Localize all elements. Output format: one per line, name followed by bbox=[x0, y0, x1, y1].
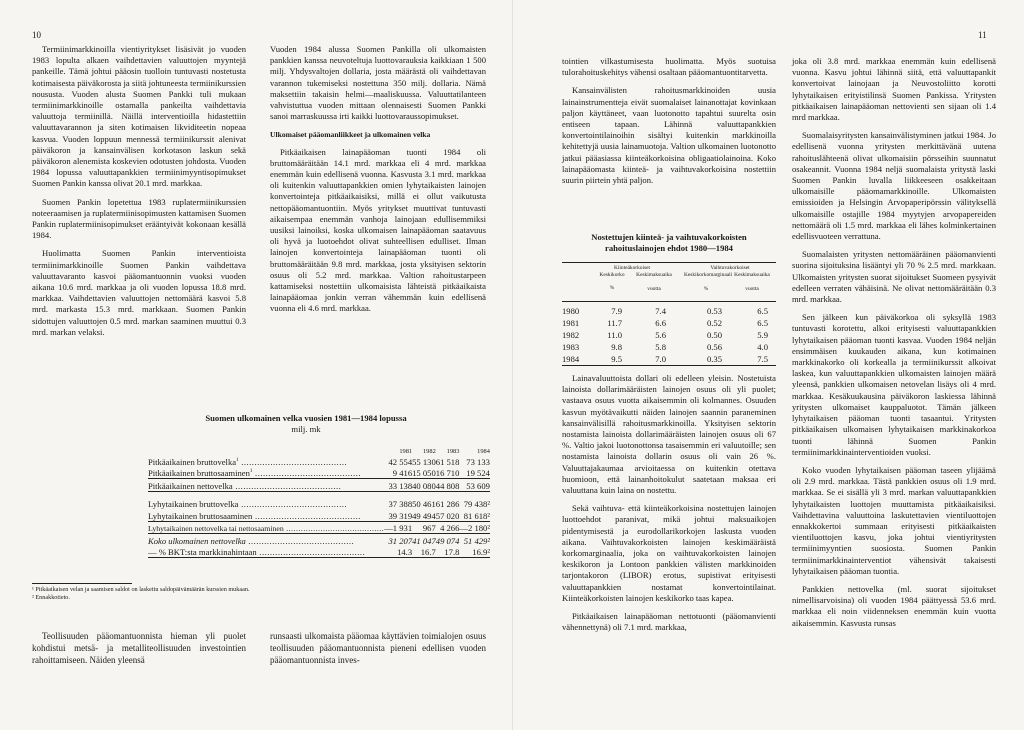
table-cell: 49 074 bbox=[435, 535, 460, 546]
table-cell: 40 080 bbox=[412, 480, 436, 491]
table-row bbox=[562, 353, 776, 366]
table-row bbox=[148, 546, 490, 558]
loan-terms-table bbox=[562, 232, 776, 366]
paragraph: Lainavaluuttoista dollari oli edelleen yleisin. Nostetuista lainoista dollarimääräisten lainojen osuus oli yli puolet; vastaava osuus vuotta aikaisemmin oli kolmannes. Osuuden kasvun myötävaikutti näiden lainojen saannin paraneminen kansainvälisillä rahoitusmarkkinoilla. Yksityisen sektorin nostamista lainoista dollarimääräisten lainojen osuus oli 67 %. Valtio jakoi luotonottonsa tasaisemmin eri valuutoille; sen nostamista lainoista dollarin osuus oli vain 26 %. Valuuttajakaumaa arvioitaessa on kuitenkin otettava huomioon, että lainanhoitokulut saatetaan maksaa eri valuuttana kuin laina on nostettu. bbox=[562, 373, 776, 496]
paragraph: Suomalaisten yritysten nettomääräinen pääomanvienti suorina sijoituksina lisääntyi yli 70 % 2.5 mrd. markkaan. Ulkomaisten yritysten suorat sijoitukset Suomeen pysyivät edelleen verraten vähäisinä. Ne olivat nettomääräitään 0.3 mrd. markkaa. bbox=[792, 249, 996, 305]
row-label: — % BKT:sta markkinahintaan bbox=[148, 547, 257, 557]
table-cell: 81 618² bbox=[459, 509, 490, 521]
row-label: Pitkäaikainen bruttovelka bbox=[148, 456, 237, 467]
table-cell: —2 180² bbox=[459, 523, 490, 533]
year-cell: 1983 bbox=[562, 342, 580, 352]
page-number-right: 11 bbox=[978, 30, 987, 40]
paragraph: Vuoden 1984 alussa Suomen Pankilla oli ulkomaisten pankkien kanssa neuvoteltuja luottovarauksia kaikkiaan 1 500 milj. Yhdysvaltojen dollaria, josta määrästä oli vaihdettavan varannon tukemiseksi nostettuna 350 milj. dollaria. Nämä maksettiin takaisin helmi—maaliskuussa. Valuuttatilanteen vahvistuttua vuoden mittaan olennaisesti Suomen Pankki sanoi marraskuussa irti kaikki luottovaraussopimukset. bbox=[270, 44, 486, 122]
column-header: Keskikorkomarginaali bbox=[684, 272, 733, 278]
table-cell: 0.50 bbox=[706, 330, 722, 340]
paragraph: Huolimatta Suomen Pankin interventioista termiinimarkkinoille Suomen Pankin vaihdettava valuuttavaranto kasvoi pääomantuonnin vuoksi vuoden aikana 10.6 mrd. markkaa ja oli vuoden lopussa 18.8 mrd. markkaa. Vaihdettavien valuuttojen nettomäärä kasvoi 5.8 mrd. markasta 15.3 mrd. markkaan. Suomen Pankin sidottujen valuuttojen 0.5 mrd. markan saaminen muuttui 0.3 mrd. markan velaksi. bbox=[32, 248, 246, 337]
table-title: Nostettujen kiinteä- ja vaihtuvakorkoisten rahoituslainojen ehdot 1980—1984 bbox=[591, 232, 747, 253]
table-cell: 7.0 bbox=[655, 354, 666, 364]
paragraph: Teollisuuden pääomantuonnista hieman yli puolet kohdistui metsä- ja metalliteollisuuden investointien rahoittamiseen. Näiden yleensä bbox=[32, 631, 246, 666]
foreign-debt-table bbox=[148, 413, 490, 558]
right-column-2 bbox=[792, 56, 996, 636]
page-number-left: 10 bbox=[32, 30, 41, 40]
column-unit: vuotta bbox=[647, 286, 661, 292]
table-cell: 57 020 bbox=[435, 510, 460, 521]
paragraph: Sen jälkeen kun päiväkorkoa oli syksyllä 1983 tuntuvasti korotettu, alkoi erityisesti valuuttapankkien lyhytaikaisen pääoman tuonti kasvaa. Vuoden 1984 neljän ensimmäisen kuukauden aikana, kun kotimainen markkinakorko oli korkealla ja termiinikurssit alkoivat laskea, kun valuuttapankkien ulkomaisten lainojen määrä yleensä, pankkien ulkomaisen netovelan lisäys oli 4 mrd. markkaa. Kesäkuukausina päiväkoron laskiessa lähinnä yritysten ulkomaiset kauppaluotot. Tämän jälkeen lyhytaikaisen pääoman tuonti tasaantui. Yritysten pitkäaikaisen ulkomaisen lyhytaikaisen markkinakorkoa tuonti lähinnä Suomen Pankin termiinimarkkinainterventioiden vuoksi. bbox=[792, 312, 996, 457]
table-header-row bbox=[148, 441, 490, 455]
row-label: Lyhytaikainen bruttosaaminen bbox=[148, 510, 253, 521]
year-cell: 1981 bbox=[562, 318, 580, 328]
left-bottom-column-1 bbox=[32, 630, 246, 674]
row-label: Lyhytaikainen nettovelka tai nettosaaminen bbox=[148, 524, 284, 533]
table-row bbox=[562, 341, 776, 353]
page-gutter bbox=[512, 0, 513, 730]
table-row bbox=[148, 521, 490, 534]
table-row bbox=[148, 534, 490, 546]
table-row bbox=[148, 498, 490, 510]
paragraph: Pitkäaikaisen lainapääoman nettotuonti (pääomanvienti vähennettynä) oli 7.1 mrd. markkaa, bbox=[562, 611, 776, 633]
table-cell: 7.5 bbox=[757, 354, 768, 364]
row-label: Pitkäaikainen bruttosaaminen bbox=[148, 468, 250, 478]
table-cell: 9.8 bbox=[611, 342, 622, 352]
table-cell: 39 319 bbox=[384, 509, 412, 521]
table-cell: 14.3 bbox=[384, 546, 412, 558]
table-cell: 0.56 bbox=[706, 342, 722, 352]
table-cell: 11.0 bbox=[607, 330, 622, 340]
table-cell: 19 524 bbox=[459, 467, 490, 479]
table-header bbox=[562, 262, 776, 302]
year-header: 1982 bbox=[422, 448, 436, 455]
table-cell: 31 207 bbox=[388, 535, 413, 546]
table-cell: 44 808 bbox=[435, 480, 460, 491]
table-cell: 50 461 bbox=[412, 499, 436, 509]
section-heading: Ulkomaiset pääomanliikkeet ja ulkomainen velka bbox=[270, 130, 431, 140]
row-label: Lyhytaikainen bruttovelka bbox=[148, 499, 239, 509]
table-cell: 967 bbox=[412, 521, 436, 534]
table-cell: 17.8 bbox=[436, 546, 460, 558]
column-unit: % bbox=[609, 285, 615, 291]
table-cell: 79 438² bbox=[463, 499, 490, 509]
table-cell: 0.35 bbox=[706, 354, 722, 364]
table-cell: 11.7 bbox=[607, 318, 622, 328]
table-cell: 4 266 bbox=[436, 521, 460, 534]
table-cell: 6.5 bbox=[757, 318, 768, 328]
table-row bbox=[562, 329, 776, 341]
table-cell: 0.52 bbox=[706, 318, 722, 328]
table-cell: 16.9² bbox=[459, 546, 490, 558]
table-cell: 9.5 bbox=[611, 354, 622, 364]
paragraph: joka oli 3.8 mrd. markkaa enemmän kuin edellisenä vuonna. Kasvu johtui lähinnä siitä, että valuuttapankit konvertoivat lainojaan ja Neuvostoliitto korotti lyhytaikaisen erityistilinsä Suomen Pankissa. Yritysten pitkäaikaisen lainapääoman nettovienti sen sijaan oli 1.4 mrd markkaa. bbox=[792, 56, 996, 123]
table-cell: 7.4 bbox=[655, 306, 666, 316]
table-cell: 16 710 bbox=[435, 468, 460, 478]
footnote-mark: 1 bbox=[249, 469, 253, 475]
table-cell: 49 494 bbox=[412, 510, 436, 521]
table-cell: 15 050 bbox=[412, 468, 436, 478]
paragraph: runsaasti ulkomaista pääomaa käyttävien toimialojen osuus teollisuuden pääomantuonnista pieneni edellisen vuoden pääomantuonnista inves- bbox=[270, 631, 486, 666]
footnote: ¹ Pitkäaikaisen velan ja saamisen saldot on laskettu saldopäivämäärän kurssien mukaan. bbox=[32, 586, 250, 593]
left-bottom-column-2 bbox=[270, 630, 486, 674]
paragraph: tointien vilkastumisesta huolimatta. Myös suotuisa tulorahoituskehitys vähensi osaltaan pääomantuontitarvetta. bbox=[562, 56, 776, 78]
table-row bbox=[562, 305, 776, 317]
table-cell: 51 429² bbox=[463, 535, 490, 546]
year-header: 1984 bbox=[477, 448, 490, 455]
left-column-2 bbox=[270, 44, 486, 322]
column-header: Keskikorko bbox=[599, 272, 625, 278]
paragraph: Kansainvälisten rahoitusmarkkinoiden uusia lainainstrumentteja eivät suomalaiset lainanottajat kovinkaan paljon käyttäneet, vaan luotonotto tapahtui suurelta osin entiseen tapaan. Lähinnä valuuttapankkien konvertointilainoihin sisältyi kuitenkin markkinoilla kehitettyjä uusia lainamuotoja. Valtion ulkomainen luotonotto jatkui pääasiassa kiinteäkorkoisina obligaatiolainoina. Koko lainapääomasta kiinteä- ja vaihtuvakorkoisina nostettiin suurin piirtein yhtä paljon. bbox=[562, 85, 776, 186]
table-row bbox=[148, 479, 490, 492]
group-header: Vaihtuvakorkoiset bbox=[710, 265, 750, 271]
table-unit: milj. mk bbox=[291, 424, 321, 434]
right-column-1-bottom bbox=[562, 373, 776, 640]
table-row bbox=[562, 317, 776, 329]
paragraph: Suomalaisyritysten kansainvälistyminen jatkui 1984. Jo edellisenä vuonna yritysten merkittävänä uutena rahoituslähteenä olivat ulkomaisiin pörsseihin suunnatut osakeannit. Vuonna 1984 neljä suomalaista yritystä laski Suomen Pankin luvalla liikkeeseen osakkeitaan ulkomaisille pääomamarkkinoille. Ulkomaisten emissioiden ja Helsingin Arvopaperipörssin välityksellä ulkomaisille ostajille 1984 myytyjen arvopapereiden nettomäärä oli 1.5 mrd. markkaa eli lähes kolminkertainen edellisvuoteen verrattuna. bbox=[792, 130, 996, 242]
table-cell: 53 609 bbox=[459, 479, 490, 492]
footnote-mark: 1 bbox=[236, 457, 239, 463]
group-header: Kiinteäkorkoiset bbox=[614, 265, 650, 271]
year-header: 1983 bbox=[446, 448, 460, 455]
paragraph: Termiinimarkkinoilla vientiyritykset lisäsivät jo vuoden 1983 lopulta alkaen vaihdettavien valuuttojen myyntejä pankeille. Tämä johtui pääosin tuolloin tuntuvasti nostetusta kotimaisesta päiväkorosta ja siitä johtuneesta termiinikurssien noususta. Vuoden alusta Suomen Pankki tuli mukaan termiinimarkkinoille ostamalla pankeilta vaihdettavia valuuttoja termiinillä. Näillä interventioilla hidastettiin valuuttavarannon ja siten kotimaisen likviditeetin nopeaa kasvua. Vuoden loppuun mennessä termiinikurssit alenivat päiväkoron ja kansainvälisen korkotason laskun sekä päiväkoron alenemista koskevien odotusten johdosta. Vuoden 1984 lopussa valuuttapankkien termiinimyyntisopimukset Suomen Pankin kanssa olivat 20.1 mrd. markkaa. bbox=[32, 44, 246, 189]
row-label: Koko ulkomainen nettovelka bbox=[148, 535, 246, 546]
year-cell: 1982 bbox=[562, 330, 580, 340]
table-footnotes bbox=[32, 583, 250, 602]
table-cell: 5.8 bbox=[655, 342, 666, 352]
right-column-1-top bbox=[562, 56, 776, 193]
table-row bbox=[148, 455, 490, 467]
table-cell: 61 518 bbox=[435, 456, 460, 467]
table-cell: 9 416 bbox=[384, 467, 412, 479]
paragraph: Suomen Pankin lopetettua 1983 ruplatermiinikurssien noteeraamisen ja ruplatermiinisopimusten kattamisen Suomen Pankin ruplatermiinisopimukset erääntyivät kokonaan kesällä 1984. bbox=[32, 196, 246, 241]
table-row bbox=[148, 509, 490, 521]
table-cell: 61 286 bbox=[435, 499, 460, 509]
table-title: Suomen ulkomainen velka vuosien 1981—1984 lopussa bbox=[205, 413, 407, 423]
column-header: Keskimaksuaika bbox=[636, 272, 672, 278]
table-cell: 16.7 bbox=[412, 546, 436, 558]
table-cell: 55 130 bbox=[412, 456, 436, 467]
row-label: Pitkäaikainen nettovelka bbox=[148, 480, 233, 491]
table-cell: 6.6 bbox=[655, 318, 666, 328]
column-unit: vuotta bbox=[745, 286, 759, 292]
paragraph: Sekä vaihtuva- että kiinteäkorkoisina nostettujen lainojen luottoehdot paranivat, mikä johtui maksuaikojen pidentymisestä ja eurodollarikorkojen laskusta vuoden aikana. Vaihtuvakorkoisten lainojen keskimääräistä korkomarginaalia, joka on vaihtuvakorkoisten lainojen keskikoron ja Lontoon pankkien välisten markkinoiden tarjontakoron (LIBOR) erotus, supistivat erityisesti valuuttapankkien nostamat konvertointilainat. Kiinteäkorkoisten lainojen keskikorko taas kapea. bbox=[562, 503, 776, 603]
table-row bbox=[148, 467, 490, 479]
table-cell: —1 931 bbox=[384, 523, 413, 533]
table-cell: 5.6 bbox=[655, 330, 666, 340]
table-cell: 42 554 bbox=[388, 456, 413, 467]
table-cell: 0.53 bbox=[706, 306, 722, 316]
table-cell: 5.9 bbox=[757, 330, 768, 340]
year-cell: 1984 bbox=[562, 354, 580, 364]
paragraph: Koko vuoden lyhytaikaisen pääoman taseen ylijäämä oli 2.9 mrd. markkaa. Tästä pankkien osuus oli 1.9 mrd. markkaa. Se ei sisällä yli 3 mrd. markan valuuttapankkien lyhytaikaisten luottojen muuttamista pitkäaikaisiksi. Vaihdettavina valuuttoina laskutettavien vientiluottojen ennakkokertoi summaan erityisesti pitkäaikaisten vientiluottojen kasvu, joka johtui vientiyritysten termiinimyyntien suosiosta. Suomen Pankin termiinimarkkinainterventiot vähensivät takaisesti lyhytaikaisen pääoman tuontia. bbox=[792, 464, 996, 576]
footnote: ² Ennakkotieto. bbox=[32, 594, 70, 601]
column-header: Keskimaksuaika bbox=[734, 272, 770, 278]
table-cell: 41 047 bbox=[412, 535, 436, 546]
table-cell: 33 138 bbox=[384, 479, 412, 492]
table-cell: 6.5 bbox=[757, 306, 768, 316]
table-cell: 7.9 bbox=[611, 306, 622, 316]
year-cell: 1980 bbox=[562, 306, 580, 316]
paragraph: Pankkien nettovelka (ml. suorat sijoitukset nimellisarvoisina) oli vuoden 1984 päättyessä 53.6 mrd. markkaa eli noin viidenneksen enemmän kuin vuotta aikaisemmin. Kasvusta runsas bbox=[792, 583, 996, 628]
table-cell: 4.0 bbox=[757, 342, 768, 352]
column-unit: % bbox=[703, 286, 709, 292]
table-cell: 73 133 bbox=[466, 456, 490, 467]
paragraph: Pitkäaikaisen lainapääoman tuonti 1984 oli bruttomääräitään 14.1 mrd. markkaa eli 4 mrd. markkaa enemmän kuin edellisenä vuonna. Kasvusta 3.1 mrd. markkaa oli kuitenkin valuuttapankkien omien lyhytaikaisten lainojen konvertointeja pitkäaikaisiksi, millä ei ollut vaikutusta nettopääomantuontiin. Myös yritykset muuttivat tuntuvasti aikaisempaa enemmän vanhoja lainojaan edullisemmiksi uusiksi lainoiksi, koska ulkomaisen lainapääoman saatavuus oli hyvä ja luotoehdot olivat suhteellisen edulliset. Ilman lainojen konvertointeja lainapääoman tuonti oli bruttomääräitään 9.8 mrd. markkaa, josta yksityisen sektorin osuus oli 5.2 mrd. markkaa. Valtion rahoitustarpeen kattamiseksi nostettiin ulkomaisista lähteistä pitkäaikaista lainapääomaa jonkin verran vähemmän kuin edellisenä vuonna eli 4.6 mrd. markkaa. bbox=[270, 146, 486, 314]
table-cell: 37 388 bbox=[388, 499, 413, 509]
left-column-1 bbox=[32, 44, 246, 345]
year-header: 1981 bbox=[399, 448, 413, 455]
